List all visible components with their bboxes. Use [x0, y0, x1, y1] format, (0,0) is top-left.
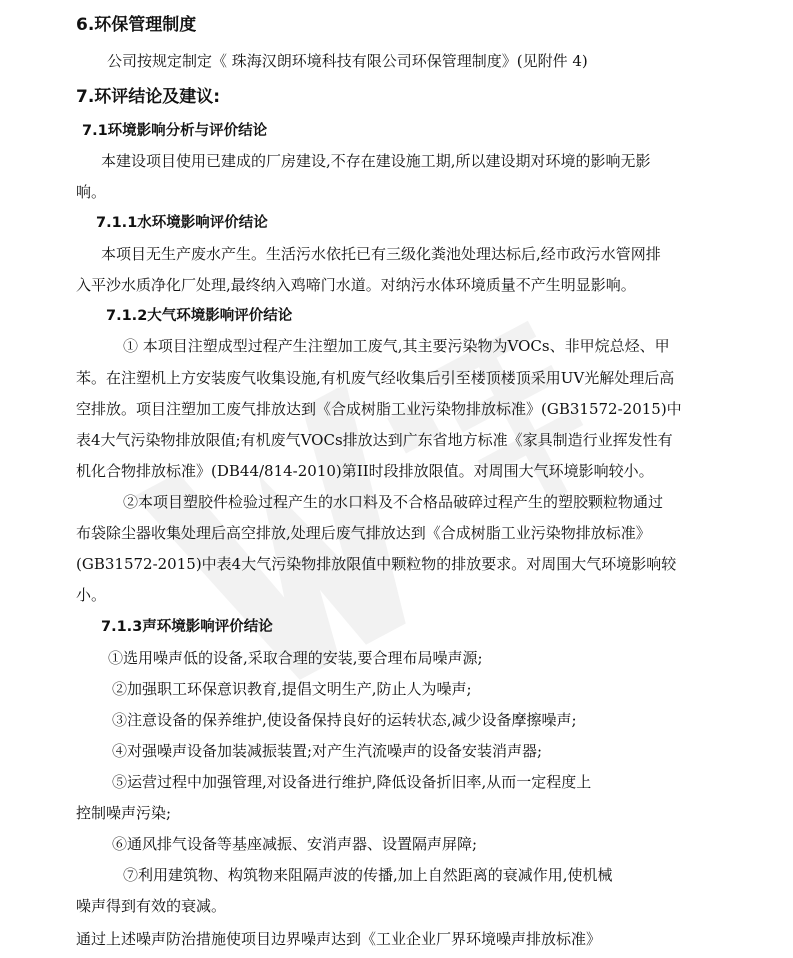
section-7-1-1-title: 7.1.1水环境影响评价结论	[96, 215, 268, 231]
section-7-1-2-text: (GB31572-2015)中表4大气污染物排放限值中颗粒物的排放要求。对周围大气环境影响较	[76, 555, 677, 573]
section-7-1-2-text: ②本项目塑胶件检验过程产生的水口料及不合格品破碎过程产生的塑胶颗粒物通过	[123, 493, 664, 511]
section-7-1-3-title: 7.1.3声环境影响评价结论	[101, 619, 273, 635]
section-7-1-2-text: 布袋除尘器收集处理后高空排放,处理后废气排放达到《合成树脂工业污染物排放标准》	[76, 524, 651, 542]
section-7-1-text: 响。	[76, 183, 107, 201]
section-7-1-title: 7.1环境影响分析与评价结论	[82, 123, 268, 139]
section-7-1-2-text: 机化合物排放标准》(DB44/814-2010)第II时段排放限值。对周围大气环境影响较小。	[76, 462, 654, 480]
section-7-1-2-text: ① 本项目注塑成型过程产生注塑加工废气,其主要污染物为VOCs、非甲烷总烃、甲	[123, 337, 670, 355]
section-6-title: 6.环保管理制度	[76, 15, 197, 35]
noise-measure-3: ③注意设备的保养维护,使设备保持良好的运转状态,减少设备摩擦噪声;	[112, 711, 577, 729]
section-7-1-2-text: 苯。在注塑机上方安装废气收集设施,有机废气经收集后引至楼顶楼顶采用UV光解处理后高	[76, 369, 675, 387]
section-7-1-2-text: 表4大气污染物排放限值;有机废气VOCs排放达到广东省地方标准《家具制造行业挥发性有	[76, 431, 673, 449]
section-7-1-2-text: 小。	[76, 586, 107, 604]
noise-measure-1: ①选用噪声低的设备,采取合理的安装,要合理布局噪声源;	[108, 649, 483, 667]
noise-measure-7: ⑦利用建筑物、构筑物来阻隔声波的传播,加上自然距离的衰减作用,使机械	[123, 866, 613, 884]
section-7-1-1-text: 入平沙水质净化厂处理,最终纳入鸡啼门水道。对纳污水体环境质量不产生明显影响。	[76, 276, 636, 294]
section-7-1-1-text: 本项目无生产废水产生。生活污水依托已有三级化粪池处理达标后,经市政污水管网排	[101, 245, 661, 263]
noise-measure-6: ⑥通风排气设备等基座减振、安消声器、设置隔声屏障;	[112, 835, 478, 853]
section-6-body: 公司按规定制定《 珠海汉朗环境科技有限公司环保管理制度》(见附件 4)	[107, 52, 588, 70]
section-7-1-2-title: 7.1.2大气环境影响评价结论	[106, 308, 293, 324]
noise-measure-5: 控制噪声污染;	[76, 804, 172, 822]
section-7-1-2-text: 空排放。项目注塑加工废气排放达到《合成树脂工业污染物排放标准》(GB31572-2015)中	[76, 400, 682, 418]
noise-measure-7: 噪声得到有效的衰减。	[76, 897, 227, 915]
section-7-1-text: 本建设项目使用已建成的厂房建设,不存在建设施工期,所以建设期对环境的影响无影	[101, 152, 651, 170]
noise-measure-4: ④对强噪声设备加装减振装置;对产生汽流噪声的设备安装消声器;	[112, 742, 543, 760]
noise-measure-2: ②加强职工环保意识教育,提倡文明生产,防止人为噪声;	[112, 680, 472, 698]
section-7-title: 7.环评结论及建议:	[76, 87, 221, 107]
noise-measure-5: ⑤运营过程中加强管理,对设备进行维护,降低设备折旧率,从而一定程度上	[112, 773, 592, 791]
section-7-1-3-conclusion: 通过上述噪声防治措施使项目边界噪声达到《工业企业厂界环境噪声排放标准》	[76, 930, 602, 948]
